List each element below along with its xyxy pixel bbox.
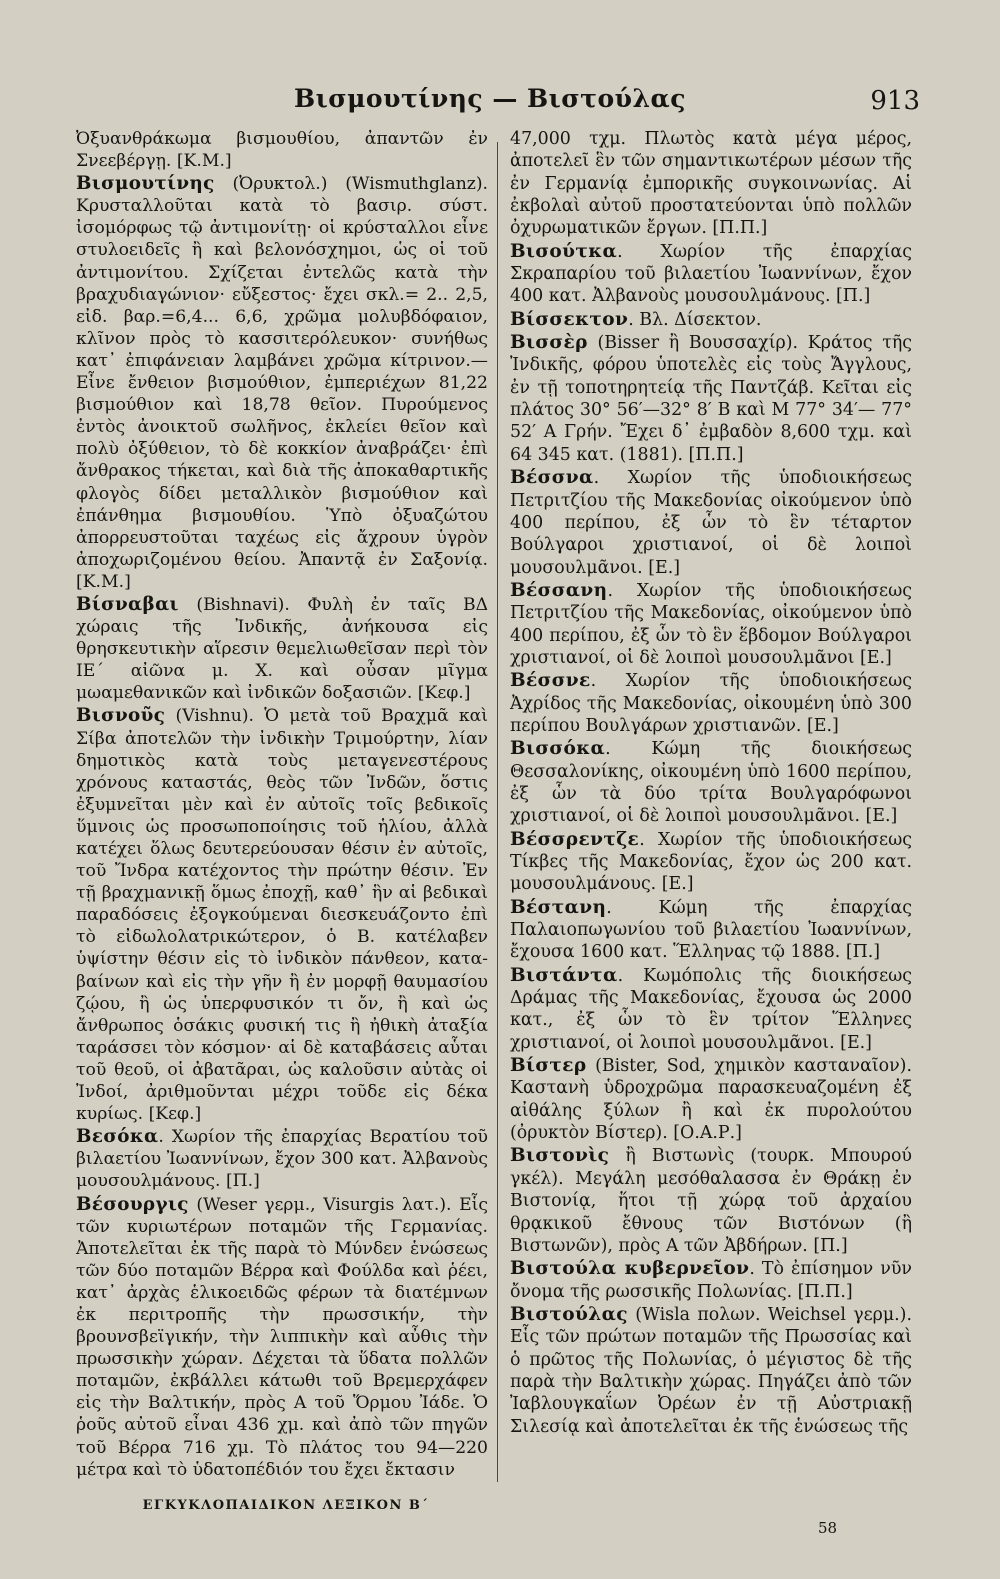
entry-headword: Βισσόκα xyxy=(510,738,606,760)
entry-text: (Bisser ἢ Βουσσαχίρ). Κράτος τῆς Ἰνδικῆς, φόρου ὑποτελὲς εἰς τοὺς Ἄγγλους, ἐν τῇ τοποτηρητείᾳ τῆς Παντζάβ. Κεῖται εἰς πλάτος 30° 56′—32° 8′ Β καὶ Μ 77° 34′— 77° 52′ Α Γρήν. Ἔχει δ᾽ ἐμβαδὸν 8,600 τχμ. καὶ 64 345 κατ. (1881). [Π.Π.] xyxy=(510,333,912,465)
entry-text: . Κωμόπολις τῆς διοικήσεως Δράμας τῆς Μακεδονίας, ἔχουσα ὡς 2000 κατ., ἐξ ὧν τὸ ἓν τρίτον Ἕλληνες χριστιανοί, οἱ λοιποὶ μουσουλμᾶνοι. [Ε.] xyxy=(510,965,912,1053)
entry-text: (Wisla πολων. Weichsel γερμ.). Εἷς τῶν πρώτων ποταμῶν τῆς Πρωσσίας καὶ ὁ πρῶτος τῆς Πολωνίας, ὁ μέγιστος δὲ τῆς παρὰ τὴν Βαλτικὴν χώρας. Πηγάζει ἀπὸ τῶν Ἰαβλουγκαΐων Ὀρέων ἐν τῇ Αὐστριακῇ Σιλεσίᾳ καὶ ἀποτελεῖται ἐκ τῆς ἑνώσεως τῆς xyxy=(510,1304,912,1437)
column-divider xyxy=(497,142,498,1482)
entry-headword: Βέστανη xyxy=(510,896,607,918)
entry-headword: Βιστονὶς xyxy=(510,1145,610,1167)
entry xyxy=(510,1304,912,1438)
entry-text: (Ὀρυκτολ.) (Wismuthglanz). Κρυσταλλοῦται κατὰ τὸ βασιρ. σύστ. ἰσομόρφως τῷ ἀντιμονίτῃ· οἱ κρύσταλλοι εἶνε στυλοειδεῖς ἢ καὶ βελονόσχημοι, ὡς οἱ τοῦ ἀντιμονίτου. Σχίζεται ἐντελῶς κατὰ τὴν βραχυδιαγώνιον· εὔξεστος· ἔχει σκλ.= 2.. 2,5, εἰδ. βαρ.=6,4... 6,6, χρῶμα μολυβδόφαιον, κλῖνον πρὸς τὸ κασσιτερόλευκον· συνήθως κατ᾽ ἐπιφάνειαν λαμβάνει χρῶμα κίτρινον.— Εἶνε ἔνθειον βισμούθιον, ἐμπεριέχων 81,22 βισμούθιον καὶ 18,78 θεῖον. Πυρούμενος ἐντὸς ἀνοικτοῦ σωλῆνος, ἐκλείει θεῖον καὶ πολὺ ὀξύθειον, τὸ δὲ κοκκίον ἀναβράζει· ἐπὶ ἄνθρακος τήκεται, καὶ διὰ τῆς ἀποκαθαρτικῆς φλογὸς δίδει μεταλλικὸν βισμούθιον καὶ ἐπάνθημα βισμουθίου. Ὑπὸ ὀξυαζώτου ἀπορρευστοῦται ταχέως εἰς ἄχρουν ὑγρὸν ἀποχωριζομένου θείου. Ἀπαντᾷ ἐν Σαξονίᾳ. [Κ.Μ.] xyxy=(76,174,488,592)
entry-text: . Χωρίον τῆς ἐπαρχίας Βερατίου τοῦ βιλαετίου Ἰωαννίνων, ἔχον 300 κατ. Ἀλβανοὺς μουσουλμάνους. [Π.] xyxy=(76,1127,488,1192)
entry xyxy=(510,829,912,896)
entry-text: . Τὸ ἐπίσημον νῦν ὄνομα τῆς ρωσσικῆς Πολωνίας. [Π.Π.] xyxy=(510,1259,912,1302)
entry xyxy=(510,965,912,1054)
continued-entry-text: Ὀξυανθράκωμα βισμουθίου, ἀπαντῶν ἐν Σνεεβέργῃ. [Κ.Μ.] xyxy=(76,129,488,172)
entry xyxy=(76,1126,488,1192)
entry-headword: Βισούτκα xyxy=(510,240,618,262)
entry-text: . Βλ. Δίσεκτον. xyxy=(628,309,762,330)
entry-text: . Χωρίον τῆς ὑποδιοικήσεως Πετριτζίου τῆς Μακεδονίας, οἰκούμενον ὑπὸ 400 περίπου, ἐξ ὧν τὸ ἓν ἕβδομον Βούλγαροι χριστιανοί, οἱ δὲ λοιποὶ μουσουλμᾶνοι [Ε.] xyxy=(510,580,912,668)
entry-headword: Βίσσεκτον xyxy=(510,308,629,330)
entry-text: (Weser γερμ., Visurgis λατ.). Εἷς τῶν κυριωτέρων ποταμῶν τῆς Γερμανίας. Ἀποτελεῖται ἐκ τῆς παρὰ τὸ Μύνδεν ἑνώσεως τῶν δύο ποταμῶν Βέρρα καὶ Φούλδα καὶ ῥέει, κατ᾽ ἀρχὰς ἑλικοειδῶς φέρων τὰ διατέμνων ἐκ περιτροπῆς τὴν πρωσσικήν, τὴν βρουνσβεϊγικήν, τὴν λιππικὴν καὶ αὖθις τὴν πρωσσικὴν χώραν. Δέχεται τὰ ὕδατα πολλῶν ποταμῶν, ἐκβάλλει κάτωθι τοῦ Βρεμερχάφεν εἰς τὴν Βαλτικήν, πρὸς Α τοῦ Ὅρμου Ἰάδε. Ὁ ῥοῦς αὐτοῦ εἶναι 436 χμ. καὶ ἀπὸ τῶν πηγῶν τοῦ Βέρρα 716 χμ. Τὸ πλάτος του 94—220 μέτρα καὶ τὸ ὑδατοπέδιόν του ἔχει ἔκτασιν xyxy=(76,1194,488,1480)
signature-mark: 58 xyxy=(818,1519,838,1537)
entry-text: (Bishnavi). Φυλὴ ἐν ταῖς ΒΔ χώραις τῆς Ἰνδικῆς, ἀνήκουσα εἰς θρησκευτικὴν αἵρεσιν θεμελιωθεῖσαν περὶ τὸν ΙΕ´ αἰῶνα μ. Χ. καὶ οὖσαν μῖγμα μωαμεθανικῶν καὶ ἰνδικῶν δοξασιῶν. [Κεφ.] xyxy=(76,594,488,704)
continued-entry-text: 47,000 τχμ. Πλωτὸς κατὰ μέγα μέρος, ἀποτελεῖ ἓν τῶν σημαντικωτέρων μέσων τῆς ἐν Γερμανίᾳ ἐμπορικῆς συγκοινωνίας. Αἱ ἐκβολαὶ αὐτοῦ προστατεύονται ὑπὸ πολλῶν ὀχυρωματικῶν ἔργων. [Π.Π.] xyxy=(510,129,912,239)
entry xyxy=(510,580,912,669)
left-column xyxy=(76,128,488,1482)
entry-headword: Βέσσνα xyxy=(510,467,594,489)
entry xyxy=(510,332,912,466)
entry-headword: Βισμουτίνης xyxy=(76,173,215,195)
entry xyxy=(510,1258,912,1303)
entry-text: (Vishnu). Ὁ μετὰ τοῦ Βραχμᾶ καὶ Σίβα ἀποτελῶν τὴν ἰνδικὴν Τριμούρτην, λίαν δημοτικὸς κατὰ τοὺς μεταγενεστέρους χρόνους καταστάς, θεὸς τῶν Ἰνδῶν, ὅστις ἐξυμνεῖται μὲν καὶ ἐν αὐτοῖς τοῖς βεδικοῖς ὕμνοις ὡς προσωποποίησις τοῦ ἡλίου, ἀλλὰ κατέχει ὅλως δευτερεύουσαν θέσιν ἐν αὐτοῖς, τοῦ Ἴνδρα κατέχοντος τὴν πρώτην θέσιν. Ἐν τῇ βραχμανικῇ ὅμως ἐποχῇ, καθ᾽ ἣν αἱ βεδικαὶ παραδόσεις ἐξογκούμεναι διεσκευάζοντο ἐπὶ τὸ εἰδωλολατρικώτερον, ὁ Β. κατέλαβεν ὑψίστην θέσιν εἰς τὸ ἰνδικὸν πάνθεον, κατα-βαίνων καὶ εἰς τὴν γῆν ἢ ἐν μορφῇ θαυμασίου ζῴου, ἢ ὡς ὑπερφυσικόν τι ὄν, ἢ καὶ ὡς ἄνθρωπος ὁσάκις φυσική τις ἢ ἠθικὴ ἀταξία ταράσσει τὸν κόσμον· αἱ δὲ καταβάσεις αὗται τοῦ θεοῦ, οἱ ἀβατᾶραι, ὡς καλοῦσιν αὐτὰς οἱ Ἰνδοί, ἀριθμοῦνται μέχρι τοῦδε εἰς δέκα κυρίως. [Κεφ.] xyxy=(76,706,488,1125)
entry xyxy=(510,309,912,331)
right-column xyxy=(510,128,912,1439)
entry-text: . Κώμη τῆς ἐπαρχίας Παλαιοπωγωνίου τοῦ βιλαετίου Ἰωαννίνων, ἔχουσα 1600 κατ. Ἕλληνας τῷ 1888. [Π.] xyxy=(510,897,912,963)
entry-text: . Χωρίον τῆς ὑποδιοικήσεως Πετριτζίου τῆς Μακεδονίας οἰκούμενον ὑπὸ 400 περίπου, ἐξ ὧν τὸ ἓν τέταρτον Βούλγαροι χριστιανοί, οἱ δὲ λοιποὶ μουσουλμᾶνοι. [Ε.] xyxy=(510,468,912,578)
entry xyxy=(510,1145,912,1257)
entry xyxy=(510,241,912,308)
entry xyxy=(76,173,488,593)
entry-headword: Βέσσανη xyxy=(510,579,608,601)
page-header xyxy=(60,80,920,120)
entry-text: . Χωρίον τῆς ὑποδιοικήσεως Ἀχρίδος τῆς Μακεδονίας, οἰκουμένη ὑπὸ 300 περίπου Βουλγάρων χριστιανῶν. [Ε.] xyxy=(510,671,912,736)
page-number: 913 xyxy=(870,86,920,116)
entry xyxy=(76,1194,488,1481)
entry-text: . Χωρίον τῆς ὑποδιοικήσεως Τίκβες τῆς Μακεδονίας, ἔχον ὡς 200 κατ. μουσουλμάνους. [Ε.] xyxy=(510,829,912,895)
entry xyxy=(510,738,912,827)
entry-headword: Βέσσρεντζε xyxy=(510,828,640,850)
entry-headword: Βέσουργις xyxy=(76,1193,189,1215)
entry-headword: Βιστάντα xyxy=(510,964,618,986)
entry-headword: Βίστερ xyxy=(510,1055,587,1077)
entry xyxy=(510,1055,912,1144)
entry-headword: Βέσσνε xyxy=(510,670,591,692)
entry-text: . Κώμη τῆς διοικήσεως Θεσσαλονίκης, οἰκουμένη ὑπὸ 1600 περίπου, ἐξ ὧν τὰ δύο τρίτα Βουλγαρόφωνοι χριστιανοί, οἱ δὲ λοιποὶ μουσουλμᾶνοι. [Ε.] xyxy=(510,739,912,827)
publication-footer: ΕΓΚΥΚΛΟΠΑΙΔΙΚΟΝ ΛΕΞΙΚΟΝ Β´ xyxy=(142,1498,430,1513)
entry xyxy=(510,670,912,737)
entry xyxy=(510,467,912,579)
running-title: Βισμουτίνης — Βιστούλας xyxy=(293,84,687,113)
entry-headword: Βιστούλα κυβερνεῖον xyxy=(510,1258,750,1280)
entry-headword: Βίσναβαι xyxy=(76,593,179,615)
entry-headword: Βιστούλας xyxy=(510,1303,628,1325)
entry xyxy=(76,705,488,1125)
entry xyxy=(76,594,488,704)
entry-text: ἢ Βιστωνὶς (τουρκ. Μπουρού γκέλ). Μεγάλη μεσόθαλασσα ἐν Θράκῃ ἐν Βιστονίᾳ, ἥτοι τῇ χώρᾳ τοῦ ἀρχαίου θρᾳκικοῦ ἔθνους τῶν Βιστόνων (ἢ Βιστωνῶν), πρὸς Α τῶν Ἀβδήρων. [Π.] xyxy=(510,1146,912,1256)
entry-text: (Bister, Sod, χημικὸν κασταναῖον). Καστανὴ ὑδροχρῶμα παρασκευαζομένη ἐξ αἰθάλης ξύλων ἢ καὶ ἐκ πυρολούτου (ὀρυκτὸν Βίστερ). [Ο.Α.Ρ.] xyxy=(510,1056,912,1144)
entry-headword: Βισνοῦς xyxy=(76,705,166,727)
entry-headword: Βεσόκα xyxy=(76,1126,159,1148)
entry xyxy=(510,897,912,964)
entry-headword: Βισσὲρ xyxy=(510,332,588,354)
entry-text: . Χωρίον τῆς ἐπαρχίας Σκραπαρίου τοῦ βιλαετίου Ἰωαννίνων, ἔχον 400 κατ. Ἀλβανοὺς μουσουλμάνους. [Π.] xyxy=(510,241,912,307)
